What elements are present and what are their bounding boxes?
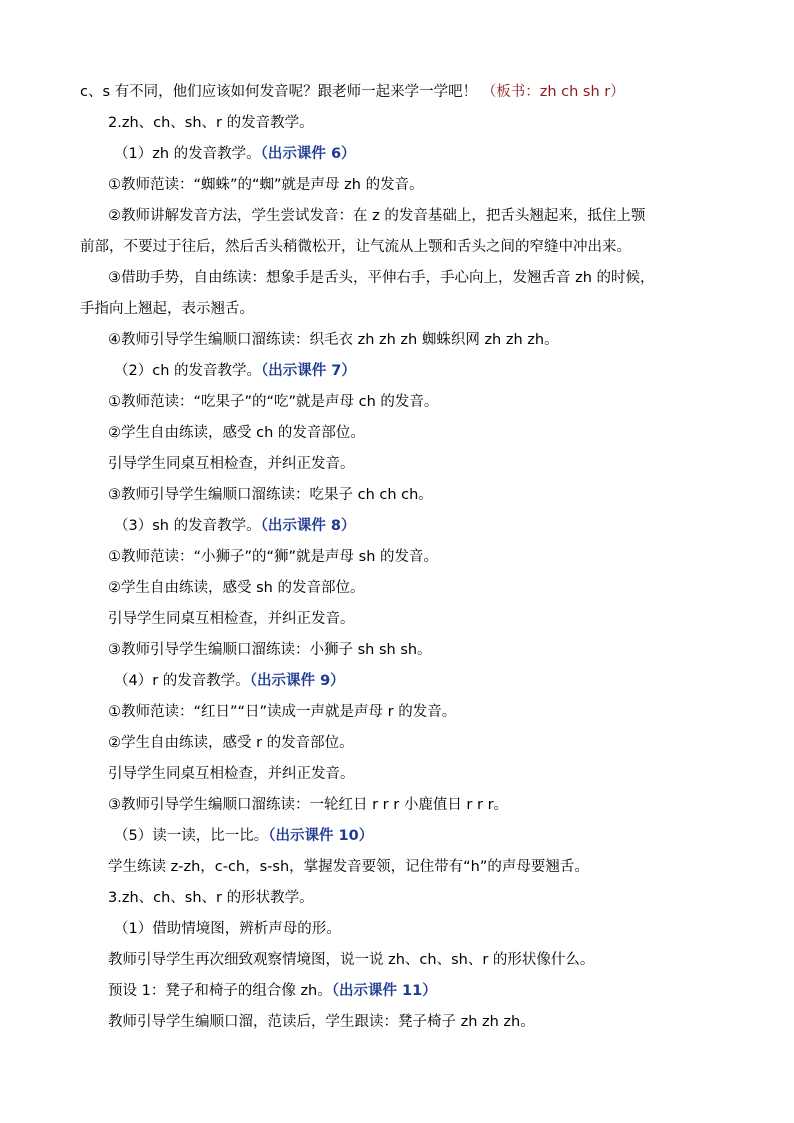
line-text: （3）sh 的发音教学。 (114, 518, 261, 534)
line-text: 学生练读 z-zh，c-ch，s-sh，掌握发音要领，记住带有“h”的声母要翘舌。 (108, 859, 589, 875)
line-text: 引导学生同桌互相检查，并纠正发音。 (108, 456, 355, 472)
text-line-6 (80, 237, 631, 257)
text-line-4 (108, 175, 424, 195)
line-text: ①教师范读：“蜘蛛”的“蜘”就是声母 zh 的发音。 (108, 177, 424, 193)
line-text: 前部，不要过于往后，然后舌头稍微松开，让气流从上颚和舌头之间的窄缝中冲出来。 (80, 239, 631, 255)
text-line-21 (108, 702, 456, 722)
text-line-23 (108, 764, 355, 784)
line-text: ③教师引导学生编顺口溜练读：一轮红日 r r r 小鹿值日 r r r。 (108, 797, 509, 813)
line-text: 教师引导学生再次细致观察情境图，说一说 zh、ch、sh、r 的形状像什么。 (108, 952, 595, 968)
courseware-note: （出示课件 11） (331, 983, 437, 999)
text-line-24 (108, 795, 508, 815)
line-text: 手指向上翘起，表示翘舌。 (80, 301, 254, 317)
line-text: ③教师引导学生编顺口溜练读：小狮子 sh sh sh。 (108, 642, 432, 658)
text-line-17 (108, 578, 364, 598)
text-line-5 (108, 206, 645, 226)
text-line-12 (108, 423, 365, 443)
line-text: ②教师讲解发音方法，学生尝试发音：在 z 的发音基础上，把舌头翘起来，抵住上颚 (108, 208, 646, 224)
text-line-31 (108, 1012, 535, 1032)
line-text: （1）借助情境图，辨析声母的形。 (114, 921, 341, 937)
line-text: ③借助手势，自由练读：想象手是舌头，平伸右手，手心向上，发翘舌音 zh 的时候， (108, 270, 655, 286)
line-text: （4）r 的发音教学。 (114, 673, 250, 689)
text-line-29 (108, 950, 594, 970)
board-note: （板书：zh ch sh r） (481, 84, 625, 100)
subsection-r (114, 671, 345, 691)
section-heading-3 (108, 888, 314, 908)
line-text: 预设 1：凳子和椅子的组合像 zh。 (108, 983, 332, 999)
line-text: ①教师范读：“小狮子”的“狮”就是声母 sh 的发音。 (108, 549, 439, 565)
text-line-8 (80, 299, 254, 319)
line-text: ①教师范读：“吃果子”的“吃”就是声母 ch 的发音。 (108, 394, 439, 410)
line-text: 2.zh、ch、sh、r 的发音教学。 (108, 115, 314, 131)
courseware-note: （出示课件 7） (261, 363, 356, 379)
line-text: （5）读一读，比一比。 (114, 828, 269, 844)
line-text: ③教师引导学生编顺口溜练读：吃果子 ch ch ch。 (108, 487, 433, 503)
courseware-note: （出示课件 8） (260, 518, 356, 534)
courseware-note: （出示课件 9） (249, 673, 345, 689)
line-text: ②学生自由练读，感受 sh 的发音部位。 (108, 580, 365, 596)
text-line-1 (80, 82, 625, 102)
line-text: ②学生自由练读，感受 r 的发音部位。 (108, 735, 354, 751)
subsection-zh (114, 144, 356, 164)
text-line-26 (108, 857, 589, 877)
subsection-sh (114, 516, 355, 536)
line-text: 引导学生同桌互相检查，并纠正发音。 (108, 611, 355, 627)
text-line-11 (108, 392, 438, 412)
subsection-compare (114, 826, 373, 846)
line-text: ①教师范读：“红日”“日”读成一声就是声母 r 的发音。 (108, 704, 457, 720)
courseware-note: （出示课件 6） (260, 146, 356, 162)
text-line-18 (108, 609, 355, 629)
line-text: （1）zh 的发音教学。 (114, 146, 261, 162)
line-text: 3.zh、ch、sh、r 的形状教学。 (108, 890, 314, 906)
text-line-13 (108, 454, 355, 474)
line-text: 教师引导学生编顺口溜，范读后，学生跟读：凳子椅子 zh zh zh。 (108, 1014, 535, 1030)
text-line-14 (108, 485, 433, 505)
line-text: 引导学生同桌互相检查，并纠正发音。 (108, 766, 355, 782)
text-line-30 (108, 981, 437, 1001)
line-text: c、s 有不同，他们应该如何发音呢？跟老师一起来学一学吧！ (80, 84, 478, 100)
line-text: ②学生自由练读，感受 ch 的发音部位。 (108, 425, 365, 441)
subsection-shape (114, 919, 341, 939)
subsection-ch (114, 361, 356, 381)
text-line-19 (108, 640, 432, 660)
text-line-22 (108, 733, 354, 753)
line-text: ④教师引导学生编顺口溜练读：织毛衣 zh zh zh 蜘蛛织网 zh zh zh。 (108, 332, 559, 348)
section-heading-2 (108, 113, 314, 133)
text-line-16 (108, 547, 438, 567)
courseware-note: （出示课件 10） (268, 828, 374, 844)
line-text: （2）ch 的发音教学。 (114, 363, 261, 379)
text-line-9 (108, 330, 559, 350)
text-line-7 (108, 268, 655, 288)
